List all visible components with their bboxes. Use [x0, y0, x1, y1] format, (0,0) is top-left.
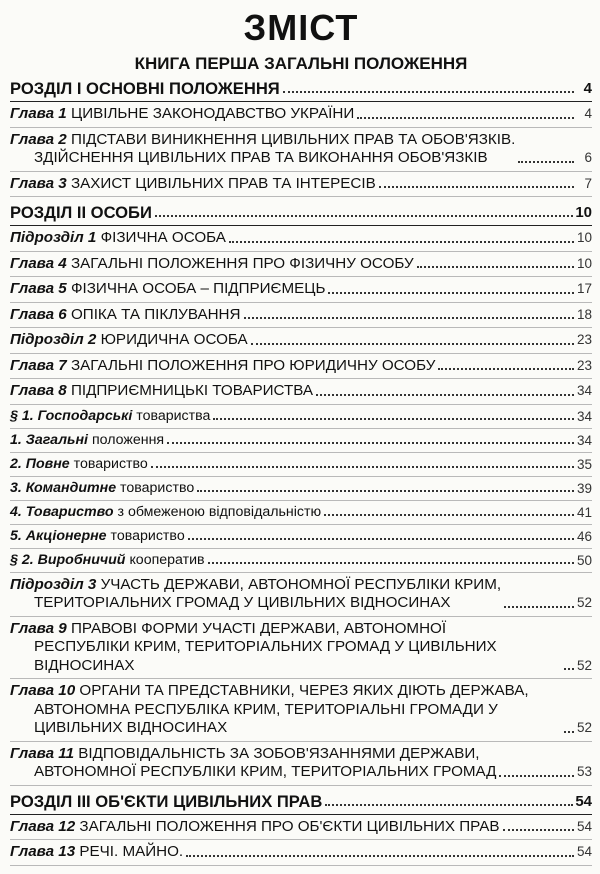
toc-entry-title	[10, 382, 313, 401]
toc-entry-title	[10, 432, 164, 449]
toc-entry-title	[10, 745, 496, 782]
toc-entry[interactable]	[10, 528, 592, 549]
dot-leader	[357, 117, 574, 119]
toc-page-number: 10	[576, 230, 592, 245]
toc-entry-text: товариство	[73, 455, 148, 472]
toc-entry-label: Глава 10	[10, 682, 76, 699]
toc-entry-label: 1. Загальні	[10, 431, 88, 448]
toc-entry-title	[10, 331, 248, 350]
toc-entry-text: товариство	[120, 479, 195, 496]
toc-entry[interactable]	[10, 175, 592, 198]
toc-entry-title	[10, 79, 280, 98]
toc-entry-continuation: АВТОНОМНА РЕСПУБЛІКА КРИМ, ТЕРИТОРІАЛЬНІ ГРОМАДИ У ЦИВІЛЬНИХ ВІДНОСИНАХ	[34, 700, 498, 736]
toc-entry[interactable]	[10, 620, 592, 680]
toc-page-number: 23	[576, 357, 592, 373]
toc-entry-title	[10, 818, 500, 837]
toc-entry-text: ЗАГАЛЬНІ ПОЛОЖЕННЯ ПРО ОБ'ЄКТИ ЦИВІЛЬНИХ ПРАВ	[79, 817, 500, 835]
toc-entry[interactable]	[10, 280, 592, 303]
toc-entry-text: ЦИВІЛЬНЕ ЗАКОНОДАВСТВО УКРАЇНИ	[70, 105, 355, 122]
toc-entry-text: ОРГАНИ ТА ПРЕДСТАВНИКИ, ЧЕРЕЗ ЯКИХ ДІЮТЬ ДЕРЖАВА,	[79, 682, 529, 699]
toc-page-number: 52	[576, 657, 592, 673]
dot-leader	[186, 855, 574, 857]
toc-entry-title	[10, 480, 194, 497]
toc-entry-text: положення	[91, 431, 165, 448]
dot-leader	[229, 241, 574, 243]
toc-entry-title	[10, 843, 183, 862]
toc-entry-text: ВІДПОВІДАЛЬНІСТЬ ЗА ЗОБОВ'ЯЗАННЯМИ ДЕРЖАВИ,	[78, 744, 480, 762]
dot-leader	[499, 775, 574, 777]
toc-entry-label: Глава 6	[10, 305, 67, 323]
toc-entry[interactable]	[10, 504, 592, 525]
toc-entry-title	[10, 280, 325, 299]
toc-entry-continuation: АВТОНОМНОЇ РЕСПУБЛІКИ КРИМ, ТЕРИТОРІАЛЬНИХ ГРОМАД	[34, 763, 497, 780]
toc-entry[interactable]	[10, 105, 592, 128]
toc-page-number: 41	[576, 504, 592, 520]
toc-entry-label: Глава 8	[10, 382, 67, 399]
toc-entry-text: товариства	[136, 407, 211, 424]
toc-entry-continuation: ЗДІЙСНЕННЯ ЦИВІЛЬНИХ ПРАВ ТА ВИКОНАННЯ ОБОВ'ЯЗКІВ	[34, 149, 488, 166]
dot-leader	[328, 292, 574, 294]
toc-entry-label: § 2. Виробничий	[10, 551, 126, 568]
toc-entry-label: Підрозділ 1	[10, 229, 97, 246]
toc-entry-title	[10, 229, 226, 248]
toc-entry-text: кооператив	[129, 551, 205, 568]
page-title: ЗМІСТ	[243, 7, 359, 48]
toc-entry-title	[10, 682, 561, 738]
dot-leader	[251, 343, 574, 345]
toc-entry[interactable]	[10, 229, 592, 252]
toc-entry-label: 2. Повне	[10, 455, 70, 472]
toc-entry-label: Глава 11	[10, 744, 75, 762]
dot-leader	[151, 466, 574, 468]
toc-page-number: 46	[576, 528, 592, 544]
toc-entry-title	[10, 357, 435, 376]
toc-entry-title	[10, 306, 241, 325]
toc-entry-title	[10, 552, 205, 569]
dot-leader	[438, 368, 574, 370]
toc-page-number: 17	[576, 281, 592, 296]
toc-entry-title	[10, 105, 354, 124]
toc-entry-text: ФІЗИЧНА ОСОБА – ПІДПРИЄМЕЦЬ	[70, 280, 326, 297]
dot-leader	[325, 804, 573, 806]
toc-entry-title	[10, 203, 152, 222]
toc-entry[interactable]	[10, 357, 592, 380]
toc-section[interactable]	[10, 789, 592, 815]
toc-entry-text: РОЗДІЛ ІІІ ОБ'ЄКТИ ЦИВІЛЬНИХ ПРАВ	[10, 791, 323, 811]
toc-entry[interactable]	[10, 306, 592, 329]
toc-entry-text: ЗАГАЛЬНІ ПОЛОЖЕННЯ ПРО ЮРИДИЧНУ ОСОБУ	[70, 356, 436, 374]
toc-entry-label: Глава 12	[10, 817, 76, 835]
toc-entry-label: Глава 2	[10, 130, 67, 148]
toc-page-number: 10	[575, 204, 592, 221]
dot-leader	[197, 490, 574, 492]
toc-entry-title	[10, 408, 210, 425]
toc-page-number: 23	[576, 332, 592, 347]
toc-entry-text: ПІДСТАВИ ВИНИКНЕННЯ ЦИВІЛЬНИХ ПРАВ ТА ОБОВ'ЯЗКІВ.	[70, 130, 516, 148]
toc-page-number: 34	[576, 432, 592, 448]
dot-leader	[155, 215, 573, 217]
toc-entry-continuation: РЕСПУБЛІКИ КРИМ, ТЕРИТОРІАЛЬНИХ ГРОМАД У ЦИВІЛЬНИХ ВІДНОСИНАХ	[34, 638, 497, 674]
dot-leader	[213, 418, 574, 420]
dot-leader	[324, 514, 574, 516]
toc-entry-label: § 1. Господарські	[10, 407, 133, 424]
toc-entry[interactable]	[10, 255, 592, 278]
dot-leader	[244, 317, 575, 319]
toc-entry-text: ФІЗИЧНА ОСОБА	[100, 229, 226, 246]
toc-entry-text: товариство	[110, 527, 185, 544]
dot-leader	[167, 442, 574, 444]
toc-entry[interactable]	[10, 131, 592, 172]
toc-page-number: 34	[576, 383, 592, 398]
toc-entry-label: 5. Акціонерне	[10, 527, 107, 544]
dot-leader	[504, 606, 574, 608]
toc-entry[interactable]	[10, 745, 592, 786]
dot-leader	[283, 91, 574, 93]
toc-entry-text: УЧАСТЬ ДЕРЖАВИ, АВТОНОМНОЇ РЕСПУБЛІКИ КРИМ,	[100, 575, 502, 593]
toc-entry-label: Підрозділ 2	[10, 331, 97, 348]
toc-page-number: 50	[576, 552, 592, 568]
toc-entry-title	[10, 175, 376, 194]
toc-entry-title	[10, 620, 561, 676]
toc-entry-title	[10, 504, 321, 521]
toc-page-number: 4	[583, 80, 592, 97]
toc-entry-title	[10, 131, 515, 168]
dot-leader	[564, 668, 574, 670]
toc-entry[interactable]	[10, 843, 592, 866]
toc-entry-text: РОЗДІЛ ІІ ОСОБИ	[10, 203, 152, 222]
toc-entry-text: ЗАГАЛЬНІ ПОЛОЖЕННЯ ПРО ФІЗИЧНУ ОСОБУ	[70, 254, 414, 272]
toc-entry[interactable]	[10, 818, 592, 841]
dot-leader	[417, 266, 574, 268]
toc-entry[interactable]	[10, 382, 592, 405]
book-subtitle: КНИГА ПЕРША ЗАГАЛЬНІ ПОЛОЖЕННЯ	[134, 54, 468, 73]
toc-page-number: 52	[576, 595, 592, 610]
dot-leader	[379, 186, 574, 188]
toc-entry[interactable]	[10, 456, 592, 477]
dot-leader	[188, 538, 574, 540]
toc-section[interactable]	[10, 76, 592, 102]
toc-entry-label: Глава 1	[10, 105, 67, 122]
toc-entry-text: ЮРИДИЧНА ОСОБА	[100, 331, 248, 348]
dot-leader	[564, 731, 574, 733]
toc-entry[interactable]	[10, 331, 592, 354]
dot-leader	[503, 829, 574, 831]
toc-entry[interactable]	[10, 432, 592, 453]
dot-leader	[518, 161, 574, 163]
toc-entry-text: ПРАВОВІ ФОРМИ УЧАСТІ ДЕРЖАВИ, АВТОНОМНОЇ	[70, 619, 447, 637]
toc-entry[interactable]	[10, 480, 592, 501]
dot-leader	[316, 394, 574, 396]
toc-entry-text: з обмеженою відповідальністю	[117, 503, 322, 520]
toc-page-number: 34	[576, 408, 592, 424]
toc-entry-title	[10, 456, 148, 473]
toc-entry-label: Глава 9	[10, 619, 67, 637]
toc-page-number: 54	[576, 818, 592, 834]
table-of-contents	[10, 76, 592, 866]
toc-entry-text: РОЗДІЛ І ОСНОВНІ ПОЛОЖЕННЯ	[10, 79, 280, 98]
toc-entry-label: 3. Командитне	[10, 479, 117, 496]
toc-page-number: 10	[576, 255, 592, 271]
toc-entry[interactable]	[10, 408, 592, 429]
toc-entry-text: ОПІКА ТА ПІКЛУВАННЯ	[70, 305, 241, 323]
toc-entry-label: Глава 4	[10, 254, 67, 272]
toc-section[interactable]	[10, 200, 592, 226]
toc-page-number: 39	[576, 480, 592, 496]
toc-entry[interactable]	[10, 552, 592, 573]
toc-page-number: 7	[584, 175, 592, 191]
toc-page-number: 54	[575, 792, 592, 810]
toc-page-number: 4	[584, 106, 592, 121]
toc-entry-text: РЕЧІ. МАЙНО.	[79, 843, 184, 860]
toc-page-number: 52	[576, 720, 592, 735]
toc-page-number: 18	[576, 306, 592, 322]
toc-entry-label: 4. Товариство	[10, 503, 114, 520]
toc-entry[interactable]	[10, 682, 592, 742]
toc-page-number: 54	[576, 844, 592, 859]
toc-entry-continuation: ТЕРИТОРІАЛЬНИХ ГРОМАД У ЦИВІЛЬНИХ ВІДНОСИНАХ	[34, 594, 451, 611]
toc-page-number: 6	[584, 150, 592, 165]
toc-entry-title	[10, 528, 185, 545]
toc-entry[interactable]	[10, 576, 592, 617]
toc-entry-label: Глава 3	[10, 174, 67, 192]
toc-entry-title	[10, 576, 501, 613]
toc-entry-label: Глава 13	[10, 843, 76, 860]
toc-entry-label: Глава 7	[10, 356, 67, 374]
toc-entry-text: ПІДПРИЄМНИЦЬКІ ТОВАРИСТВА	[70, 382, 313, 399]
toc-entry-title	[10, 255, 414, 274]
toc-entry-title	[10, 792, 322, 811]
dot-leader	[208, 562, 574, 564]
document-page	[0, 8, 600, 874]
toc-entry-label: Підрозділ 3	[10, 575, 97, 593]
toc-entry-text: ЗАХИСТ ЦИВІЛЬНИХ ПРАВ ТА ІНТЕРЕСІВ	[70, 174, 376, 192]
toc-page-number: 35	[576, 456, 592, 472]
toc-entry-label: Глава 5	[10, 280, 67, 297]
toc-page-number: 53	[576, 764, 592, 779]
